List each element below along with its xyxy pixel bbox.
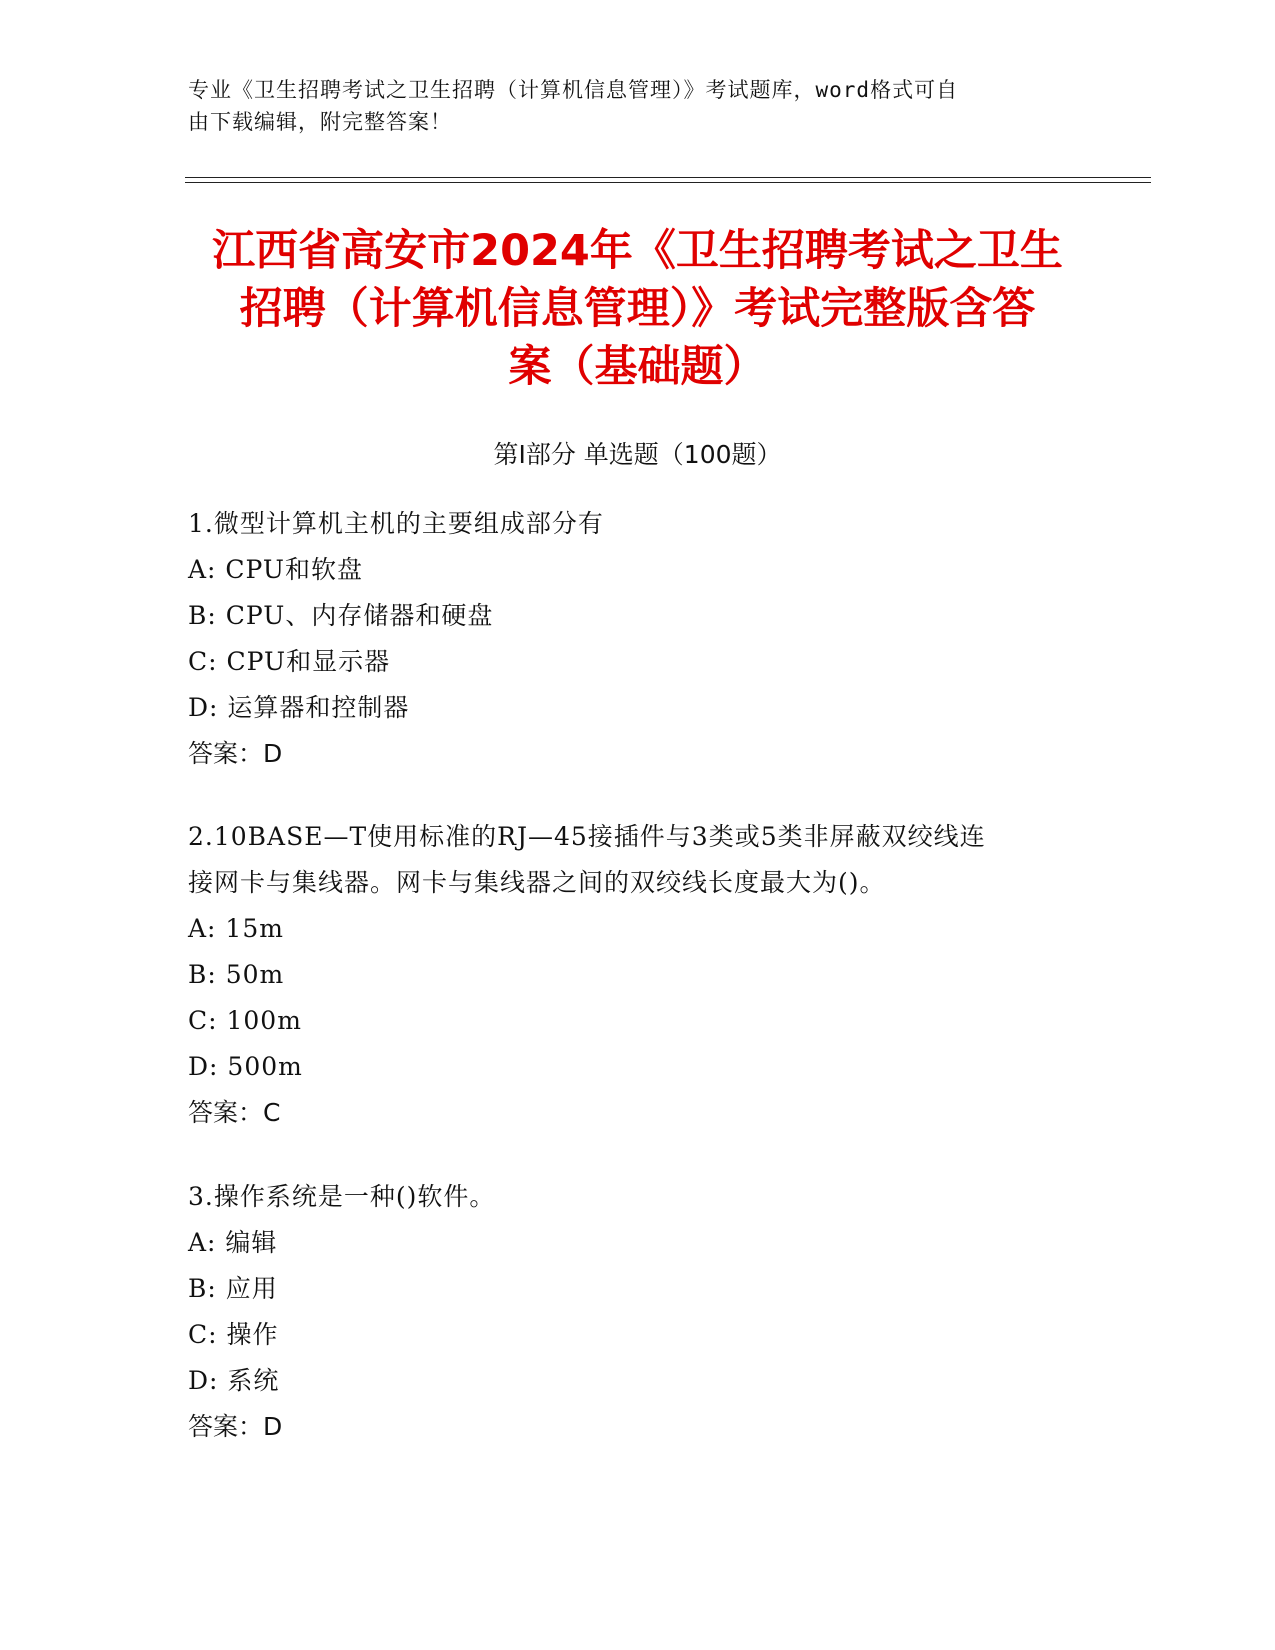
option-d: D: 500m bbox=[188, 1052, 303, 1081]
question-stem: 1.微型计算机主机的主要组成部分有 bbox=[188, 509, 604, 538]
option-d: D: 系统 bbox=[188, 1366, 280, 1395]
option-b: B: 应用 bbox=[188, 1274, 278, 1303]
title-line-3: 案（基础题） bbox=[508, 342, 767, 392]
title-line-1: 江西省高安市2024年《卫生招聘考试之卫生 bbox=[212, 226, 1063, 276]
document-title bbox=[150, 222, 1125, 396]
answer: 答案：D bbox=[188, 739, 283, 768]
header-note bbox=[188, 74, 1068, 138]
option-d: D: 运算器和控制器 bbox=[188, 693, 410, 722]
header-note-line1: 专业《卫生招聘考试之卫生招聘（计算机信息管理）》考试题库，word格式可自 bbox=[188, 78, 959, 102]
option-c: C: 100m bbox=[188, 1006, 302, 1035]
section-title: 第Ⅰ部分 单选题（100题） bbox=[493, 440, 782, 469]
option-b: B: CPU、内存储器和硬盘 bbox=[188, 601, 494, 630]
answer: 答案：C bbox=[188, 1098, 281, 1127]
header-note-line2: 由下载编辑，附完整答案！ bbox=[188, 110, 452, 134]
question-stem-line-2: 接网卡与集线器。网卡与集线器之间的双绞线长度最大为()。 bbox=[188, 868, 886, 897]
option-a: A: 15m bbox=[188, 914, 284, 943]
option-c: C: 操作 bbox=[188, 1320, 279, 1349]
question-stem: 3.操作系统是一种()软件。 bbox=[188, 1182, 496, 1211]
header-divider-top bbox=[185, 177, 1151, 178]
option-a: A: CPU和软盘 bbox=[188, 555, 364, 584]
title-line-2: 招聘（计算机信息管理）》考试完整版含答 bbox=[239, 284, 1036, 334]
question-stem-line-1: 2.10BASE—T使用标准的RJ—45接插件与3类或5类非屏蔽双绞线连 bbox=[188, 822, 986, 851]
question-3 bbox=[188, 1174, 1088, 1450]
option-a: A: 编辑 bbox=[188, 1228, 278, 1257]
option-b: B: 50m bbox=[188, 960, 285, 989]
answer: 答案：D bbox=[188, 1412, 283, 1441]
question-2 bbox=[188, 814, 1088, 1136]
option-c: C: CPU和显示器 bbox=[188, 647, 391, 676]
question-1 bbox=[188, 501, 1088, 777]
header-divider-bottom bbox=[185, 182, 1151, 183]
